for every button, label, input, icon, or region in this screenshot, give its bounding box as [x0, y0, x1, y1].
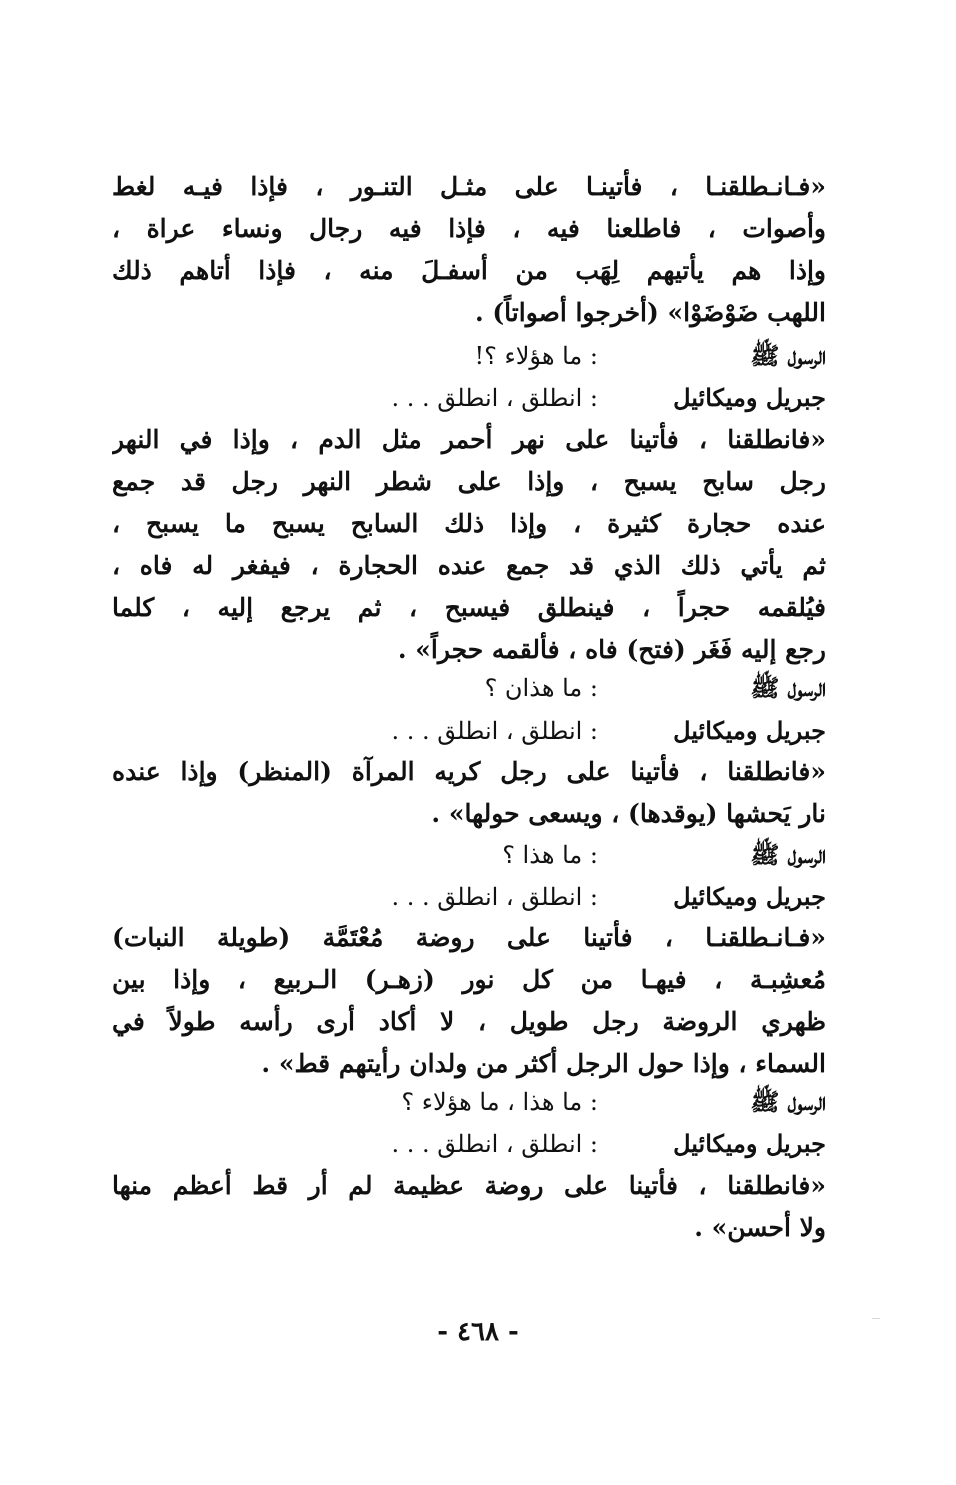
narration-paragraph: [112, 419, 826, 671]
dialogue-text: : انطلق ، انطلق . . .: [391, 883, 598, 911]
dialogue-row: [112, 668, 826, 708]
dialogue-text: : ما هؤلاء ؟!: [474, 342, 598, 370]
dialogue-row: [112, 1124, 826, 1164]
dialogue-row: [112, 1082, 826, 1122]
narration-line: «فانطلقنا ، فأتينا على نهر أحمر مثل الدم ، وإذا في النهر: [112, 425, 826, 454]
narration-line: نار يَحشها (يوقدها) ، ويسعى حولها» .: [431, 799, 826, 828]
dialogue-text: : انطلق ، انطلق . . .: [391, 717, 598, 745]
narration-line: فيُلقمه حجراً ، فينطلق فيسبح ، ثم يرجع إليه ، كلما: [112, 593, 826, 622]
narration-line: ثم يأتي ذلك الذي قد جمع عنده الحجارة ، فيفغر له فاه ،: [112, 551, 826, 580]
dialogue-text: : انطلق ، انطلق . . .: [391, 1130, 598, 1158]
speaker-label: الرسول ﷺ: [750, 840, 826, 869]
narration-line: «فانطلقنا ، فأتينا على رجل كريه المرآة (المنظر) وإذا عنده: [112, 757, 826, 786]
narration-line: «فـانـطلقنـا ، فأتينا على روضة مُعْتَمَّة (طويلة النبات): [112, 923, 826, 952]
narration-line: ولا أحسن» .: [694, 1213, 826, 1242]
narration-paragraph: [112, 917, 826, 1085]
narration-line: عنده حجارة كثيرة ، وإذا ذلك السابح يسبح ما يسبح ،: [112, 509, 826, 538]
narration-line: ظهري الروضة رجل طويل ، لا أكاد أرى رأسه طولاً في: [112, 1007, 826, 1036]
speaker-label: جبريل وميكائيل: [673, 1129, 826, 1158]
dialogue-text: : ما هذا ؟: [502, 841, 598, 869]
speaker-label: الرسول ﷺ: [750, 341, 826, 370]
dialogue-text: : ما هذان ؟: [484, 674, 598, 702]
narration-line: اللهب ضَوْضَوْا» (أخرجوا أصواتاً) .: [474, 298, 826, 327]
narration-line: وإذا هم يأتيهم لِهَب من أسفـلَ منه ، فإذا أتاهم ذلك: [112, 256, 826, 285]
narration-paragraph: [112, 166, 826, 334]
narration-line: رجع إليه فَغَر (فتح) فاه ، فألقمه حجراً» .: [397, 635, 826, 664]
dialogue-text: : ما هذا ، ما هؤلاء ؟: [401, 1088, 598, 1116]
narration-line: «فـانـطلقنـا ، فأتينـا على مثـل التنـور ، فإذا فيـه لغط: [112, 172, 826, 201]
narration-line: السماء ، وإذا حول الرجل أكثر من ولدان رأيتهم قط» .: [261, 1049, 826, 1078]
page-number: - ٤٦٨ -: [437, 1317, 519, 1347]
margin-mark: [872, 1318, 880, 1319]
speaker-label: الرسول ﷺ: [750, 673, 826, 702]
dialogue-row: [112, 877, 826, 917]
speaker-label: الرسول ﷺ: [750, 1087, 826, 1116]
narration-paragraph: [112, 751, 826, 835]
dialogue-text: : انطلق ، انطلق . . .: [391, 384, 598, 412]
dialogue-row: [112, 711, 826, 751]
speaker-label: جبريل وميكائيل: [673, 383, 826, 412]
narration-line: مُعشِبـة ، فيهـا من كل نور (زهـر) الـربيع ، وإذا بين: [112, 965, 826, 994]
narration-paragraph: [112, 1165, 826, 1249]
narration-line: رجل سابح يسبح ، وإذا على شطر النهر رجل قد جمع: [112, 467, 826, 496]
dialogue-row: [112, 378, 826, 418]
speaker-label: جبريل وميكائيل: [673, 882, 826, 911]
speaker-label: جبريل وميكائيل: [673, 716, 826, 745]
dialogue-row: [112, 336, 826, 376]
narration-line: وأصوات ، فاطلعنا فيه ، فإذا فيه رجال ونساء عراة ،: [112, 214, 826, 243]
narration-line: «فانطلقنا ، فأتينا على روضة عظيمة لم أر قط أعظم منها: [112, 1171, 826, 1200]
dialogue-row: [112, 835, 826, 875]
